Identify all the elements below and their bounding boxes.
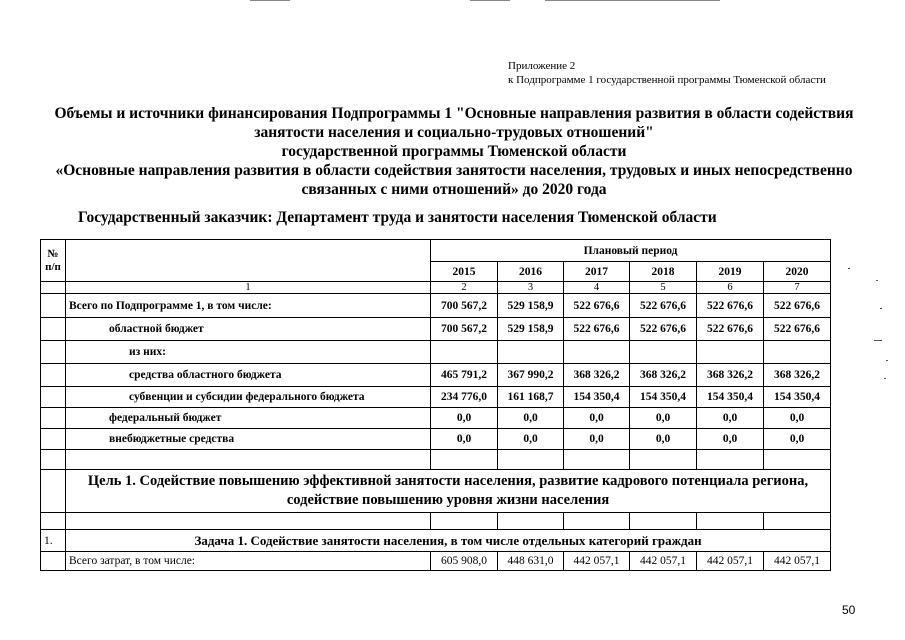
empty-cell (41, 450, 66, 470)
row-value: 0,0 (764, 429, 831, 450)
row-value: 522 676,6 (564, 318, 630, 341)
row-number-cell (41, 408, 66, 429)
task-number: 1. (41, 530, 66, 552)
header-number: № п/п (41, 240, 66, 282)
empty-cell (498, 513, 564, 530)
year-2017: 2017 (564, 262, 630, 282)
row-value: 368 326,2 (630, 364, 697, 387)
title-line-1: Объемы и источники финансирования Подпрограммы 1 "Основные направления развития в области содействия (54, 105, 854, 122)
empty-cell (764, 513, 831, 530)
row-label: федеральный бюджет (66, 408, 431, 429)
row-value (764, 341, 831, 364)
empty-cell (764, 450, 831, 470)
row-label: внебюджетные средства (66, 429, 431, 450)
row-value: 0,0 (498, 429, 564, 450)
row-value: 0,0 (498, 408, 564, 429)
empty-cell (66, 513, 431, 530)
row-number-cell (41, 294, 66, 318)
goal-1: Цель 1. Содействие повышению эффективной занятости населения, развитие кадрового потенциала региона, содействие повышению уровня жизни населения (66, 470, 831, 513)
row-value: 700 567,2 (431, 318, 498, 341)
total-row (41, 552, 831, 571)
scan-speck (876, 280, 878, 281)
row-value (630, 341, 697, 364)
row-value: 522 676,6 (630, 294, 697, 318)
empty-cell (564, 450, 630, 470)
scan-speck (884, 378, 886, 379)
row-number-cell (41, 364, 66, 387)
table-row (41, 341, 831, 364)
row-value: 154 350,4 (630, 387, 697, 408)
empty-row (41, 450, 831, 470)
row-value: 368 326,2 (697, 364, 764, 387)
title-line-4: «Основные направления развития в области содействия занятости населения, трудовых и иных непосредственно (55, 162, 853, 179)
empty-cell (498, 450, 564, 470)
row-value (498, 341, 564, 364)
row-value: 522 676,6 (764, 318, 831, 341)
row-label: Всего по Подпрограмме 1, в том числе: (66, 294, 431, 318)
row-value: 367 990,2 (498, 364, 564, 387)
empty-cell (630, 513, 697, 530)
row-value: 234 776,0 (431, 387, 498, 408)
row-value: 154 350,4 (564, 387, 630, 408)
empty-cell (66, 450, 431, 470)
appendix-line-2: к Подпрограмме 1 государственной программы Тюменской области (508, 74, 826, 86)
total-value: 605 908,0 (431, 552, 498, 571)
header-blank (66, 240, 431, 282)
empty-cell (431, 513, 498, 530)
row-value: 522 676,6 (697, 318, 764, 341)
column-number-blank (41, 282, 66, 294)
total-value: 442 057,1 (697, 552, 764, 571)
total-value: 442 057,1 (764, 552, 831, 571)
scan-speck (880, 308, 882, 309)
total-value: 442 057,1 (564, 552, 630, 571)
row-value: 0,0 (630, 429, 697, 450)
empty-cell (697, 450, 764, 470)
column-number-5: 5 (630, 282, 697, 294)
year-2018: 2018 (630, 262, 697, 282)
row-value: 0,0 (431, 408, 498, 429)
row-label: средства областного бюджета (66, 364, 431, 387)
row-label: областной бюджет (66, 318, 431, 341)
financing-table (40, 239, 831, 571)
appendix-line-1: Приложение 2 (508, 60, 576, 72)
table-row (41, 408, 831, 429)
empty-cell (41, 513, 66, 530)
empty-cell (697, 513, 764, 530)
total-number-cell (41, 552, 66, 571)
row-value: 0,0 (764, 408, 831, 429)
column-number-3: 3 (498, 282, 564, 294)
goal-row (41, 470, 831, 513)
scan-speck (886, 360, 888, 361)
row-value: 522 676,6 (764, 294, 831, 318)
year-2016: 2016 (498, 262, 564, 282)
task-1: Задача 1. Содействие занятости населения, в том числе отдельных категорий граждан (66, 530, 831, 552)
scan-edge-line (470, 0, 510, 1)
state-customer: Государственный заказчик: Департамент труда и занятости населения Тюменской области (78, 209, 717, 226)
scan-edge-line (250, 0, 290, 1)
year-2015: 2015 (431, 262, 498, 282)
row-value: 529 158,9 (498, 294, 564, 318)
row-value: 368 326,2 (764, 364, 831, 387)
row-value: 465 791,2 (431, 364, 498, 387)
row-value: 0,0 (630, 408, 697, 429)
row-value: 522 676,6 (697, 294, 764, 318)
column-number-7: 7 (764, 282, 831, 294)
goal-number-cell (41, 470, 66, 513)
title-line-3: государственной программы Тюменской области (281, 143, 627, 160)
row-number-cell (41, 429, 66, 450)
row-value: 0,0 (564, 429, 630, 450)
header-planned-period: Плановый период (431, 240, 831, 262)
row-value: 0,0 (564, 408, 630, 429)
row-value: 522 676,6 (564, 294, 630, 318)
row-value: 0,0 (697, 429, 764, 450)
row-value: 0,0 (697, 408, 764, 429)
row-label: субвенции и субсидии федерального бюджета (66, 387, 431, 408)
scan-speck (874, 340, 882, 341)
row-number-cell (41, 387, 66, 408)
scan-speck (848, 268, 850, 269)
column-number-4: 4 (564, 282, 630, 294)
page-number: 50 (842, 603, 856, 617)
total-label: Всего затрат, в том числе: (66, 552, 431, 571)
row-value: 529 158,9 (498, 318, 564, 341)
empty-cell (431, 450, 498, 470)
title-line-5: связанных с ними отношений» до 2020 года (301, 181, 607, 198)
column-numbers-row (41, 282, 831, 294)
column-number-2: 2 (431, 282, 498, 294)
year-2020: 2020 (764, 262, 831, 282)
row-label: из них: (66, 341, 431, 364)
row-value: 154 350,4 (697, 387, 764, 408)
row-value: 154 350,4 (764, 387, 831, 408)
row-value: 0,0 (431, 429, 498, 450)
row-value (697, 341, 764, 364)
total-value: 448 631,0 (498, 552, 564, 571)
table-row (41, 387, 831, 408)
scan-edge-line (545, 0, 720, 1)
table-row (41, 429, 831, 450)
table-row (41, 364, 831, 387)
row-value: 368 326,2 (564, 364, 630, 387)
table-row (41, 318, 831, 341)
appendix-note-2 (508, 73, 826, 87)
row-value (431, 341, 498, 364)
row-value (564, 341, 630, 364)
row-value: 522 676,6 (630, 318, 697, 341)
row-value: 700 567,2 (431, 294, 498, 318)
empty-row (41, 513, 831, 530)
task-row (41, 530, 831, 552)
row-number-cell (41, 341, 66, 364)
table-row (41, 294, 831, 318)
appendix-note (508, 59, 575, 73)
row-value: 161 168,7 (498, 387, 564, 408)
title-line-2: занятости населения и социально-трудовых отношений" (254, 124, 654, 141)
column-number-6: 6 (697, 282, 764, 294)
row-number-cell (41, 318, 66, 341)
total-value: 442 057,1 (630, 552, 697, 571)
empty-cell (564, 513, 630, 530)
document-title (40, 104, 868, 199)
year-2019: 2019 (697, 262, 764, 282)
header-row (41, 240, 831, 262)
column-number-1: 1 (66, 282, 431, 294)
empty-cell (630, 450, 697, 470)
